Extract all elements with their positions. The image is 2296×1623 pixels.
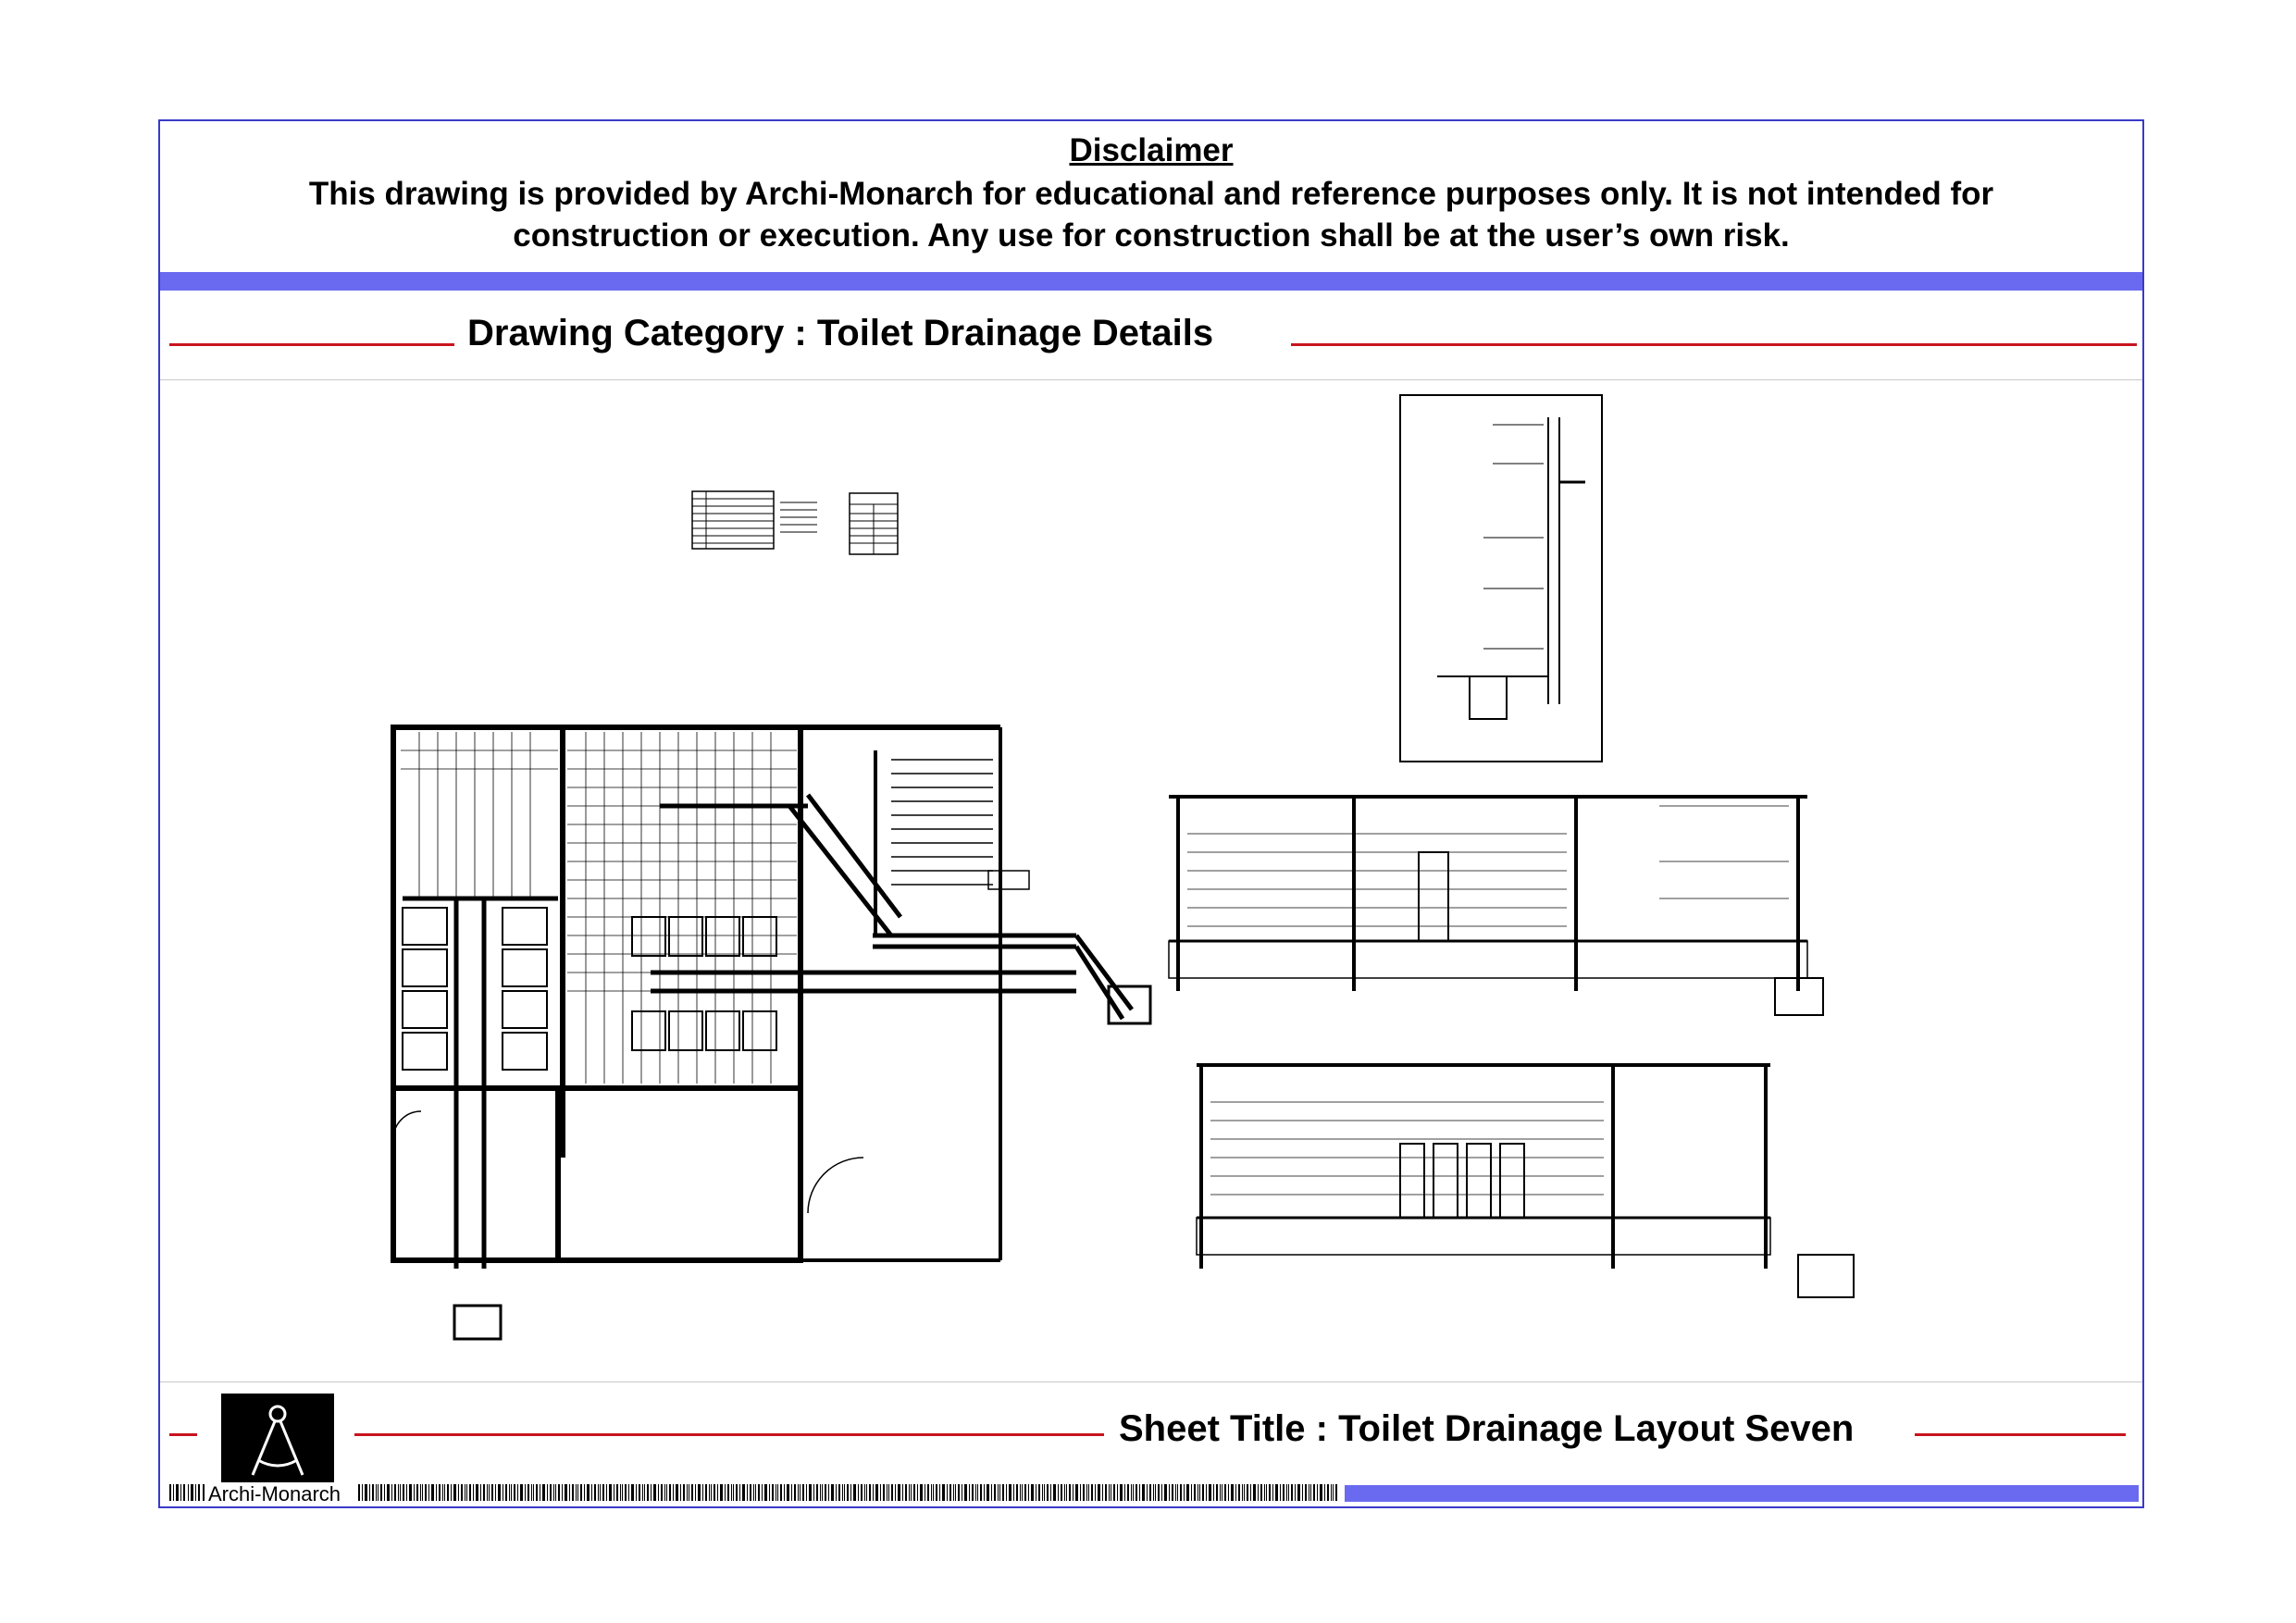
disclaimer-line-1: This drawing is provided by Archi-Monarch for educational and reference purposes only. It is not intended for (308, 176, 1994, 212)
disclaimer-block (160, 121, 2142, 272)
disclaimer-text (216, 173, 2087, 256)
sheet-title-left-rule (354, 1433, 1104, 1436)
compass-logo-icon (221, 1394, 334, 1482)
vent-pipe-section (1400, 395, 1602, 762)
brand-name: Archi-Monarch (208, 1482, 341, 1505)
title-block (160, 1381, 2142, 1509)
barcode-icon (169, 1484, 206, 1501)
footer-left-rule (169, 1433, 197, 1436)
drawing-category-title: Drawing Category : Toilet Drainage Details (467, 313, 1214, 353)
disclaimer-title: Disclaimer (1069, 132, 1234, 168)
pipe-size-table (850, 493, 898, 554)
category-row (160, 291, 2142, 380)
section-b-b (1197, 1065, 1854, 1297)
drainage-drawing (160, 380, 2142, 1380)
category-left-rule (169, 343, 454, 346)
sheet-title: Sheet Title : Toilet Drainage Layout Seven (1119, 1408, 1855, 1449)
barcode-strip-icon (358, 1484, 1337, 1501)
disclaimer-line-2: construction or execution. Any use for construction shall be at the user’s own risk. (513, 217, 1790, 254)
drawing-area (160, 380, 2142, 1380)
toilet-plan (393, 727, 1150, 1339)
section-a-a (1169, 797, 1823, 1015)
footer-blue-bar (1345, 1485, 2139, 1502)
sheet-frame (158, 119, 2144, 1508)
category-right-rule (1291, 343, 2137, 346)
sheet-title-right-rule (1915, 1433, 2126, 1436)
legend-table (692, 491, 817, 549)
header-divider-band (160, 272, 2142, 291)
